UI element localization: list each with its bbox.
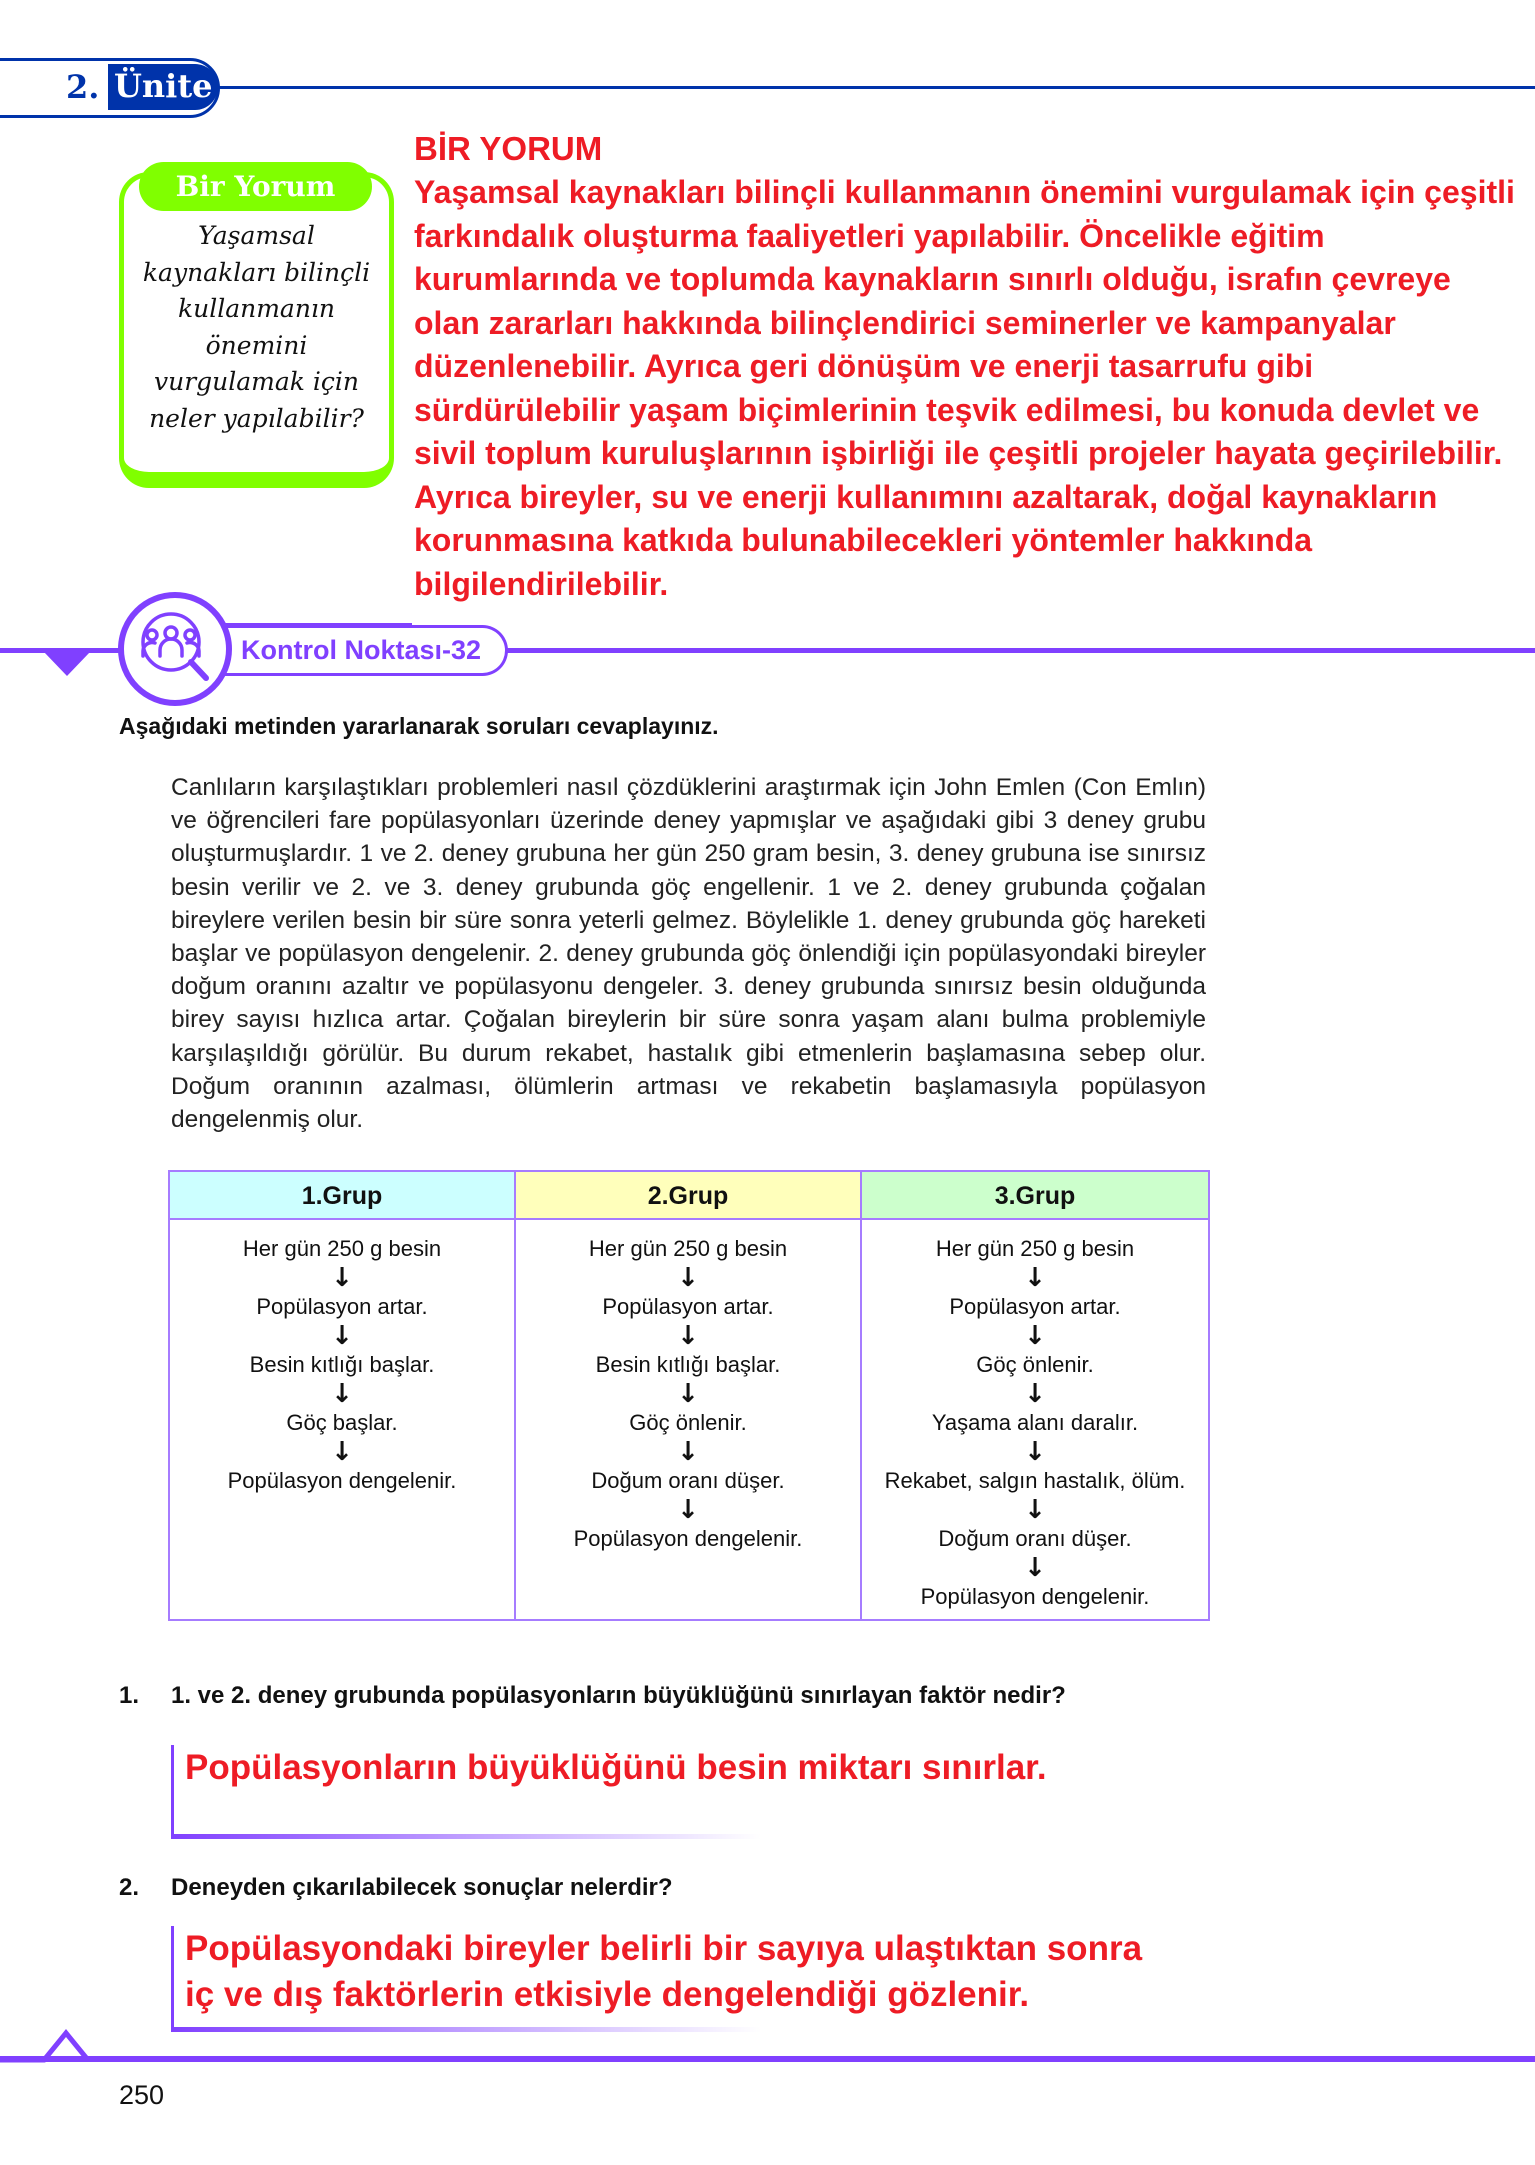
group-column bbox=[170, 1172, 516, 1619]
flow-step: Göç önlenir. bbox=[629, 1410, 747, 1435]
question-number: 1. bbox=[119, 1682, 140, 1709]
group-column bbox=[516, 1172, 862, 1619]
checkpoint-title: Kontrol Noktası-32 bbox=[241, 635, 482, 665]
group-header: 1.Grup bbox=[170, 1172, 514, 1220]
flow-step: Her gün 250 g besin bbox=[242, 1236, 442, 1261]
instruction: Aşağıdaki metinden yararlanarak soruları cevaplayınız. bbox=[119, 713, 719, 739]
group-column bbox=[862, 1172, 1208, 1619]
answer-heading: BİR YORUM bbox=[414, 130, 603, 167]
triangle-marker-icon bbox=[44, 652, 90, 676]
answer-box bbox=[171, 1926, 1291, 2028]
down-arrow-icon: ↓ bbox=[1024, 1495, 1046, 1525]
down-arrow-icon: ↓ bbox=[331, 1263, 353, 1293]
comment-box-question: Yaşamsal kaynakları bilinçli kullanmanın önemini vurgulamak için neler yapılabilir? bbox=[142, 221, 371, 433]
down-arrow-icon: ↓ bbox=[1024, 1437, 1046, 1467]
answer-text: Popülasyondaki bireyler belirli bir sayıya ulaştıktan sonra iç ve dış faktörlerin etkisiyle dengelendiği gözlenir. bbox=[185, 1929, 1143, 2014]
answer-text: Popülasyonların büyüklüğünü besin miktarı sınırlar. bbox=[185, 1748, 1047, 1787]
down-arrow-icon: ↓ bbox=[1024, 1553, 1046, 1583]
people-search-icon bbox=[118, 592, 232, 706]
down-arrow-icon: ↓ bbox=[331, 1437, 353, 1467]
flow-steps bbox=[574, 1220, 803, 1554]
down-arrow-icon: ↓ bbox=[1024, 1263, 1046, 1293]
flow-step: Popülasyon dengelenir. bbox=[227, 1468, 457, 1493]
question-number: 2. bbox=[119, 1874, 140, 1901]
footer-rule bbox=[0, 2056, 1535, 2062]
down-arrow-icon: ↓ bbox=[1024, 1321, 1046, 1351]
answer-box bbox=[171, 1745, 1071, 1835]
flow-steps bbox=[228, 1220, 457, 1496]
unit-label: Ünite bbox=[114, 67, 213, 105]
down-arrow-icon: ↓ bbox=[331, 1321, 353, 1351]
flow-step: Doğum oranı düşer. bbox=[938, 1526, 1132, 1551]
group-header: 3.Grup bbox=[862, 1172, 1208, 1220]
peak-marker-icon bbox=[0, 2025, 100, 2065]
group-header: 2.Grup bbox=[516, 1172, 860, 1220]
flow-step: Besin kıtlığı başlar. bbox=[249, 1352, 435, 1377]
flow-step: Her gün 250 g besin bbox=[588, 1236, 788, 1261]
flow-step: Her gün 250 g besin bbox=[935, 1236, 1135, 1261]
flow-step: Popülasyon artar. bbox=[256, 1294, 428, 1319]
flow-step: Yaşama alanı daralır. bbox=[931, 1410, 1139, 1435]
down-arrow-icon: ↓ bbox=[677, 1437, 699, 1467]
question-text: Deneyden çıkarılabilecek sonuçlar nelerdir? bbox=[171, 1874, 673, 1901]
flow-step: Göç başlar. bbox=[286, 1410, 398, 1435]
question-text: 1. ve 2. deney grubunda popülasyonların büyüklüğünü sınırlayan faktör nedir? bbox=[171, 1682, 1066, 1709]
flow-step: Doğum oranı düşer. bbox=[591, 1468, 785, 1493]
down-arrow-icon: ↓ bbox=[677, 1321, 699, 1351]
flow-step: Göç önlenir. bbox=[976, 1352, 1094, 1377]
down-arrow-icon: ↓ bbox=[677, 1379, 699, 1409]
flow-steps bbox=[885, 1220, 1186, 1612]
down-arrow-icon: ↓ bbox=[331, 1379, 353, 1409]
experiment-table bbox=[168, 1170, 1210, 1621]
flow-step: Popülasyon artar. bbox=[949, 1294, 1121, 1319]
page-number: 250 bbox=[119, 2080, 165, 2110]
passage: Canlıların karşılaştıkları problemleri nasıl çözdüklerini araştırmak için John Emlen (Con Emlın) ve öğrencileri fare popülasyonları üzerinde deney yapmışlar ve aşağıdaki gibi 3 deney grubu oluşturmuşlardır. 1 ve 2. deney grubuna her gün 250 gram besin, 3. deney grubuna ise sınırsız besin verilir ve 2. ve 3. deney grubunda göç engellenir. 1 ve 2. deney grubunda çoğalan bireylere verilen besin bir süre sonra yeterli gelmez. Böylelikle 1. deney grubunda göç hareketi başlar ve popülasyon dengelenir. 2. deney grubunda göç önlendiği için popülasyondaki bireyler doğum oranını azaltır ve popülasyonu dengeler. 3. deney grubunda sınırsız besin olduğunda birey sayısı hızlıca artar. Çoğalan bireylerin bir süre sonra yaşam alanı bulma problemiyle karşılaşıldığı görülür. Bu durum rekabet, hastalık gibi etmenlerin başlamasına sebep olur. Doğum oranının azalması, ölümlerin artması ve rekabetin başlamasıyla popülasyon dengelenmiş olur. bbox=[171, 774, 1206, 1134]
flow-step: Popülasyon dengelenir. bbox=[573, 1526, 803, 1551]
down-arrow-icon: ↓ bbox=[1024, 1379, 1046, 1409]
flow-step: Popülasyon dengelenir. bbox=[920, 1584, 1150, 1609]
down-arrow-icon: ↓ bbox=[677, 1495, 699, 1525]
comment-box-title: Bir Yorum bbox=[139, 162, 372, 211]
flow-step: Besin kıtlığı başlar. bbox=[595, 1352, 781, 1377]
answer-body: Yaşamsal kaynakları bilinçli kullanmanın önemini vurgulamak için çeşitli farkındalık oluşturma faaliyetleri yapılabilir. Öncelikle eğitim kurumlarında ve toplumda kaynakların sınırlı olduğu, israfın çevreye olan zararları hakkında bilinçlendirici seminerler ve kampanyalar düzenlenebilir. Ayrıca geri dönüşüm ve enerji tasarrufu gibi sürdürülebilir yaşam biçimlerinin teşvik edilmesi, bu konuda devlet ve sivil toplum kuruluşlarının işbirliği ile çeşitli projeler hayata geçirilebilir. Ayrıca bireyler, su ve enerji kullanımını azaltarak, doğal kaynakların korunmasına katkıda bulunabilecekleri yöntemler hakkında bilgilendirilebilir. bbox=[414, 174, 1515, 602]
header-rule bbox=[200, 86, 1535, 89]
down-arrow-icon: ↓ bbox=[677, 1263, 699, 1293]
unit-number: 2. bbox=[66, 68, 100, 106]
flow-step: Rekabet, salgın hastalık, ölüm. bbox=[884, 1468, 1186, 1493]
flow-step: Popülasyon artar. bbox=[602, 1294, 774, 1319]
